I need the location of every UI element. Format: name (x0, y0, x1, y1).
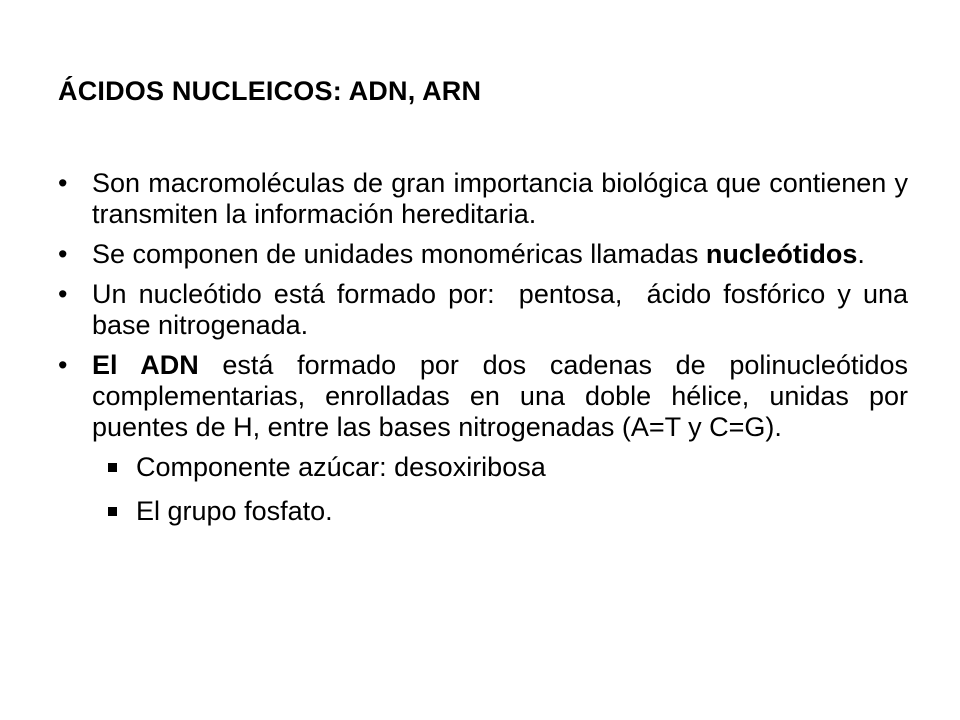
sub-bullet-item (58, 452, 908, 483)
bullet-item (58, 239, 908, 270)
bullet-icon: • (58, 350, 68, 380)
square-bullet-icon (108, 507, 117, 516)
bullet-item (58, 350, 908, 443)
bullet-bold-term: El ADN (92, 350, 199, 380)
sub-bullet-item (58, 496, 908, 527)
bullet-icon: • (58, 279, 68, 309)
bullet-text: Se componen de unidades monoméricas llamadas (92, 239, 706, 269)
bullet-icon: • (58, 168, 68, 198)
bullet-item (58, 279, 916, 341)
slide-title: ÁCIDOS NUCLEICOS: ADN, ARN (58, 76, 482, 106)
bullet-bold-term: nucleótidos (705, 239, 858, 269)
square-bullet-icon (108, 463, 117, 472)
bullet-text: Un nucleótido está formado por: pentosa, ácido fosfórico y una base nitrogenada. (92, 279, 916, 340)
bullet-item (58, 168, 908, 230)
bullet-text-end: está formado por dos cadenas de polinucleótidos complementarias, enrolladas en una doble hélice, unidas por puentes de H, entre las bases nitrogenadas (A=T y C=G). (92, 350, 908, 442)
bullet-icon: • (58, 239, 68, 269)
sub-bullet-text: Componente azúcar: desoxiribosa (136, 452, 546, 482)
bullet-text-end: . (857, 239, 865, 269)
slide-content (58, 168, 916, 540)
bullet-text: Son macromoléculas de gran importancia biológica que contienen y transmiten la información hereditaria. (92, 168, 908, 229)
sub-bullet-text: El grupo fosfato. (136, 496, 333, 526)
